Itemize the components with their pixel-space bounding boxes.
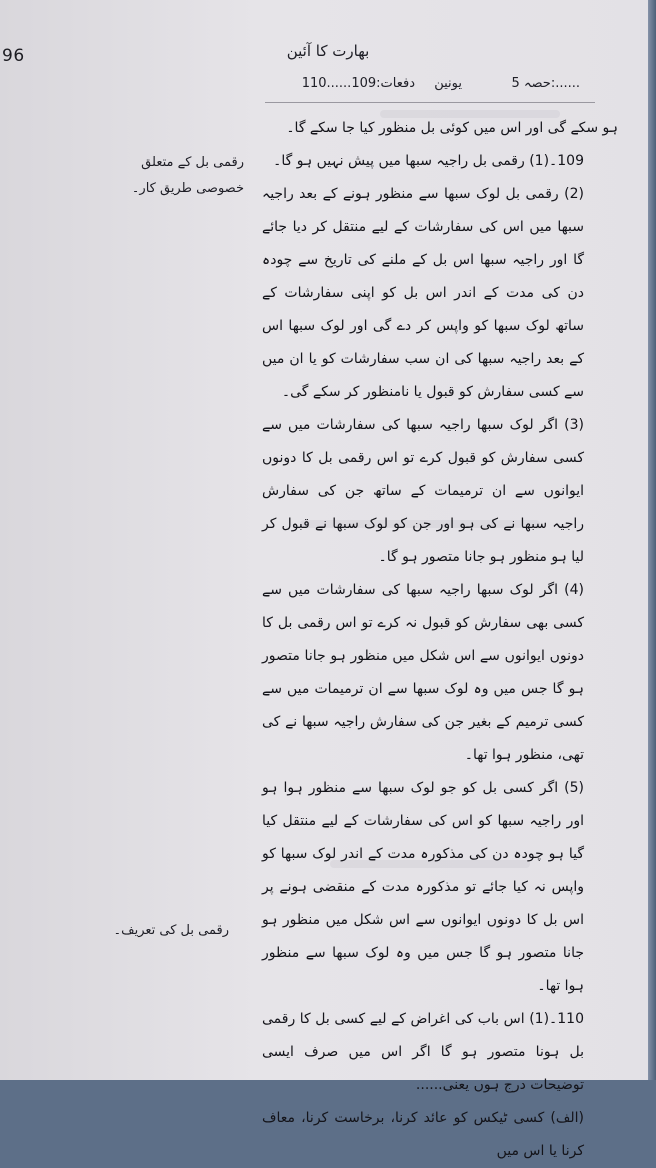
paragraph-article-109-2: (2) رقمی بل لوک سبھا سے منظور ہونے کے بعد راجیہ سبھا میں اس کی سفارشات کے لیے منتقل کر دیا جائے گا اور راجیہ سبھا اس بل کے ملنے کی تاریخ سے چودہ دن کی مدت کے اندر اس بل کو اپنی سفارشات کے ساتھ لوک سبھا کو واپس کر دے گی اور لوک سبھا اس کے بعد راجیہ سبھا کی ان سب سفارشات کو یا ان میں سے کسی سفارش کو قبول یا نامنظور کر سکے گی۔ (262, 186, 584, 400)
paragraph-article-109-4: (4) اگر لوک سبھا راجیہ سبھا کی سفارشات میں سے کسی بھی سفارش کو قبول نہ کرے تو اس رقمی بل کا دونوں ایوانوں سے اس شکل میں منظور ہو جانا متصور ہو گا جس میں وہ لوک سبھا سے ان ترمیمات میں سے کسی ترمیم کے بغیر جن کی سفارش راجیہ سبھا نے کی تھی، منظور ہوا تھا۔ (262, 582, 584, 763)
header-union: یونین (434, 76, 462, 91)
paragraph-article-109-5: (5) اگر کسی بل کو جو لوک سبھا سے منظور ہوا ہو اور راجیہ سبھا کو اس کی سفارشات کے لیے منتقل کیا گیا ہو چودہ دن کی مذکورہ مدت کے اندر لوک سبھا کو واپس نہ کیا جائے تو مذکورہ مدت کے منقضی ہونے پر اس بل کا دونوں ایوانوں سے اس شکل میں منظور ہو جانا متصور ہو گا جس میں وہ لوک سبھا سے منظور ہوا تھا۔ (262, 780, 584, 994)
page-number: 96 (2, 46, 25, 66)
margin-note-line: رقمی بل کے متعلق (141, 155, 244, 170)
paragraph-article-110-1: 110۔(1) اس باب کی اغراض کے لیے کسی بل کا رقمی بل ہونا متصور ہو گا اگر اس میں صرف ایسی توضیحات درج ہوں یعنی...... (262, 1011, 584, 1093)
paragraph-clause-a: (الف) کسی ٹیکس کو عائد کرنا، برخاست کرنا، معاف کرنا یا اس میں (262, 1110, 584, 1159)
article-body (262, 112, 618, 1168)
margin-note-money-bill-procedure (4, 150, 244, 202)
margin-note-line: خصوصی طریق کار۔ (131, 181, 244, 196)
paragraph-article-109-3: (3) اگر لوک سبھا راجیہ سبھا کی سفارشات میں سے کسی سفارش کو قبول کرے تو اس رقمی بل کا دونوں ایوانوں سے ان ترمیمات کے ساتھ جن کی سفارش راجیہ سبھا نے کی ہو اور جن کو لوک سبھا نے قبول کر لیا ہو منظور ہو جانا متصور ہو گا۔ (262, 417, 584, 565)
page-edge (648, 0, 656, 1080)
header-part: حصہ 5:...... (511, 76, 580, 91)
book-title: بھارت کا آئین (286, 42, 370, 60)
margin-note-money-bill-definition: رقمی بل کی تعریف۔ (113, 923, 229, 938)
header-articles: دفعات:109......110 (301, 76, 415, 91)
paragraph: ہو سکے گی اور اس میں کوئی بل منظور کیا جا سکے گا۔ (286, 120, 618, 136)
running-header (250, 76, 580, 98)
header-rule (265, 102, 595, 103)
paragraph-article-109-1: 109۔(1) رقمی بل راجیہ سبھا میں پیش نہیں ہو گا۔ (273, 153, 584, 169)
